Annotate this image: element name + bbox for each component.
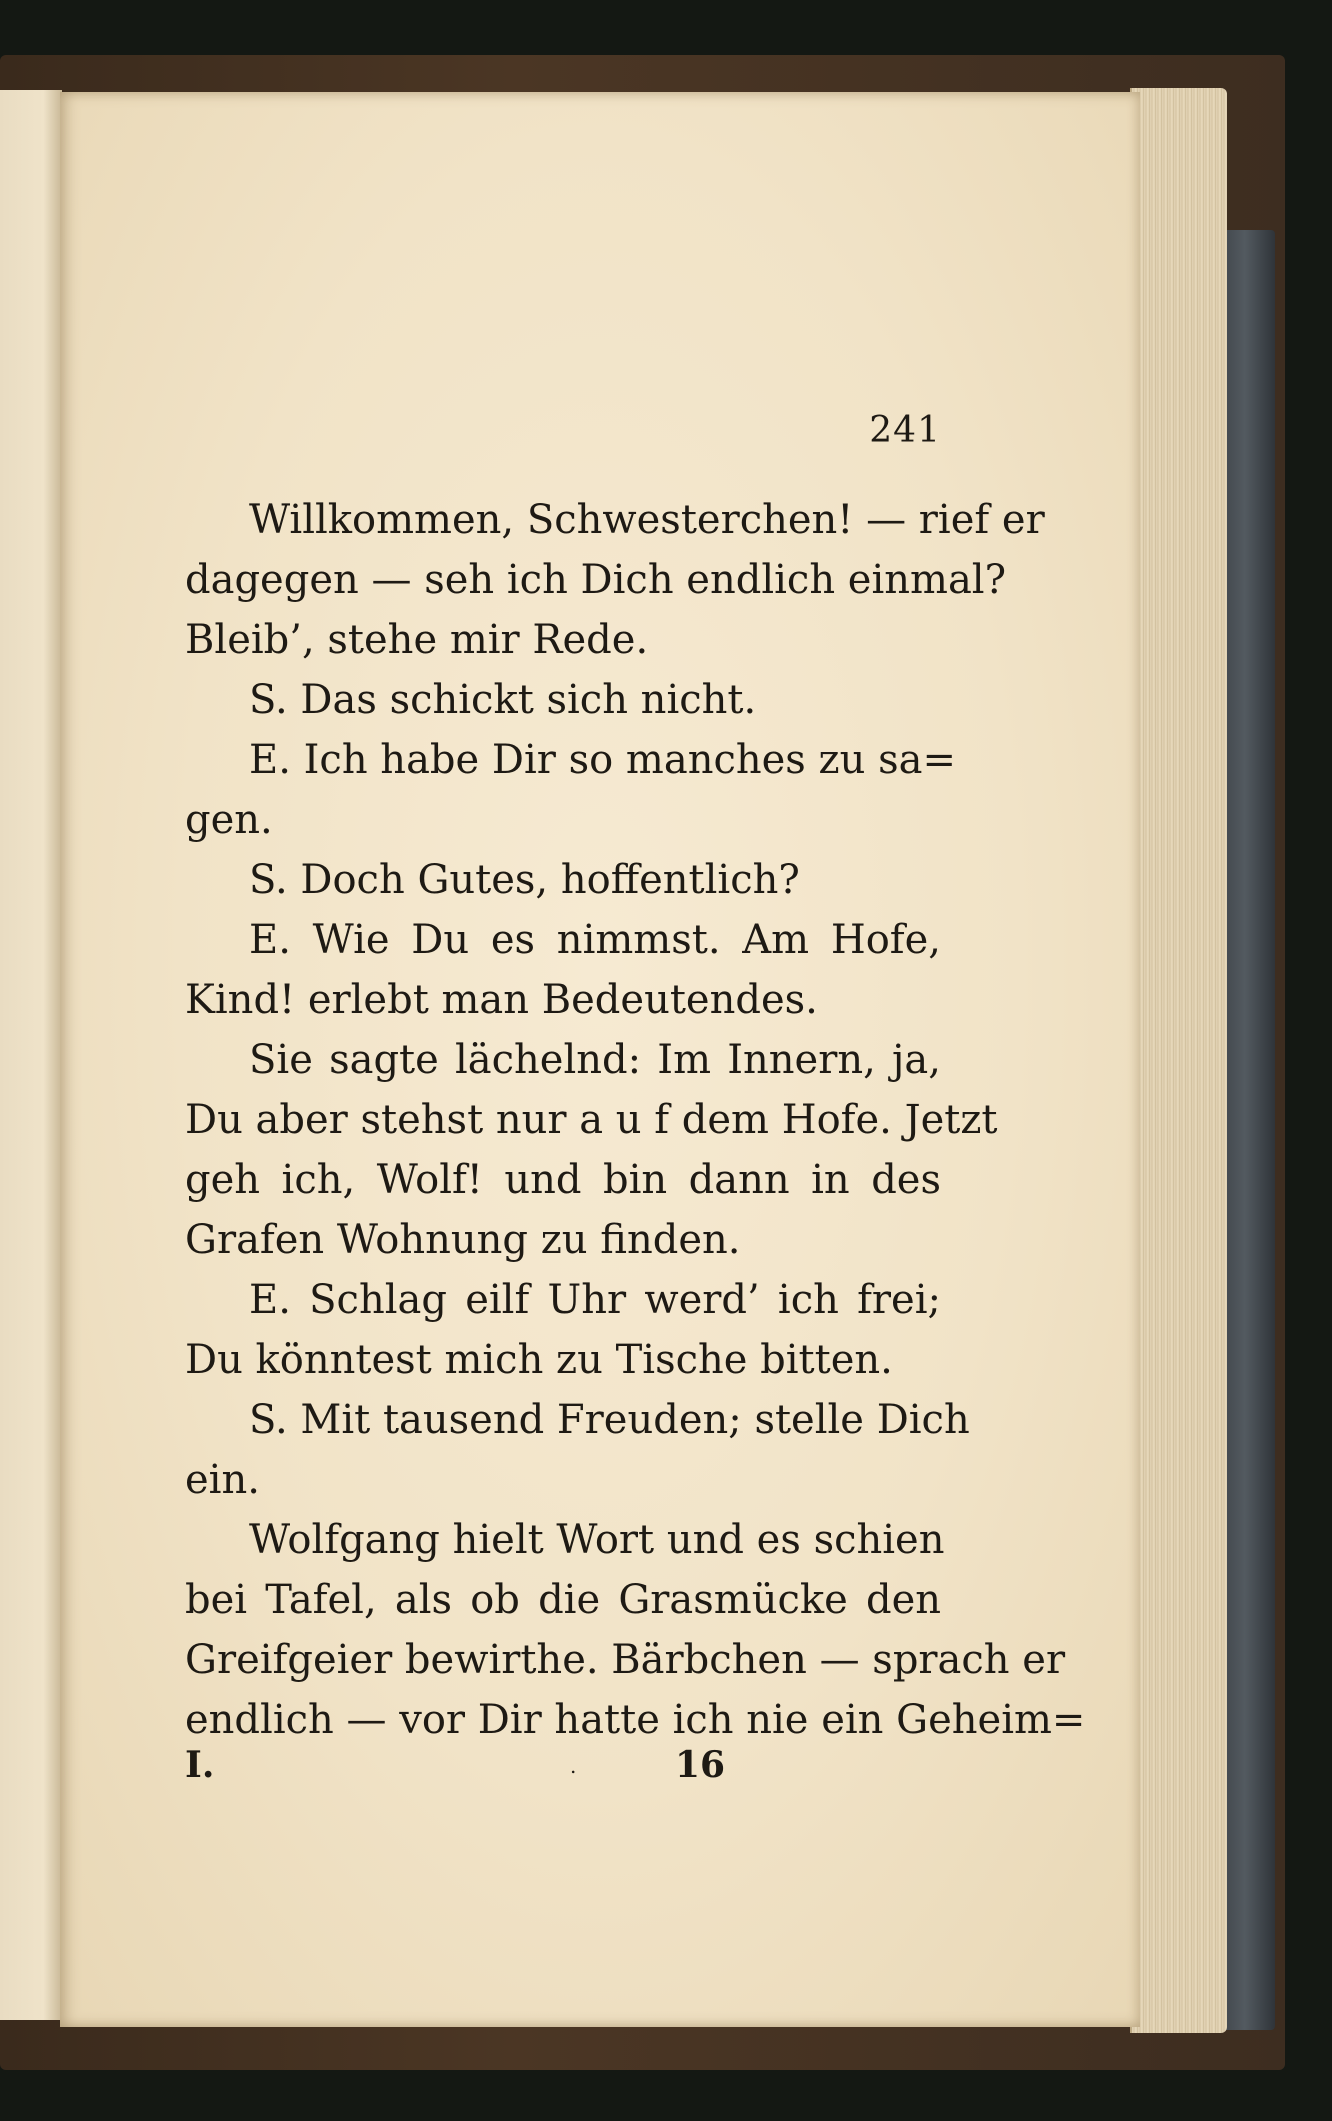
page-number: 241 <box>869 410 941 451</box>
text-line: E. Ich habe Dir so manches zu sa= <box>249 737 956 783</box>
text-line: Kind! erlebt man Bedeutendes. <box>185 977 818 1023</box>
signature-mark: I. <box>185 1744 215 1786</box>
text-line: dagegen — seh ich Dich endlich einmal? <box>185 557 1007 603</box>
previous-page-edge <box>0 90 62 2020</box>
text-line: Du könntest mich zu Tische bitten. <box>185 1337 893 1383</box>
text-line: Willkommen, Schwesterchen! — rief er <box>249 497 1045 543</box>
page-stack-edges <box>1130 88 1227 2033</box>
text-line: E. Schlag eilf Uhr werd’ ich frei; <box>249 1277 941 1323</box>
footer-dot: . <box>570 1754 577 1778</box>
text-line: Greifgeier bewirthe. Bärbchen — sprach er <box>185 1637 1066 1683</box>
text-line: gen. <box>185 797 273 843</box>
text-line: Grafen Wohnung zu finden. <box>185 1217 741 1263</box>
text-line: Wolfgang hielt Wort und es schien <box>249 1517 945 1563</box>
text-line: endlich — vor Dir hatte ich nie ein Geheim= <box>185 1697 1086 1743</box>
text-line: Du aber stehst nur a u f dem Hofe. Jetzt <box>185 1097 998 1143</box>
text-line: E. Wie Du es nimmst. Am Hofe, <box>249 917 941 963</box>
text-line: bei Tafel, als ob die Grasmücke den <box>185 1577 941 1623</box>
text-line: Bleib’, stehe mir Rede. <box>185 617 649 663</box>
text-line: S. Mit tausend Freuden; stelle Dich <box>249 1397 970 1443</box>
text-line: Sie sagte lächelnd: Im Innern, ja, <box>249 1037 941 1083</box>
book-page <box>60 92 1140 2027</box>
text-line: ein. <box>185 1457 260 1503</box>
text-line: S. Doch Gutes, hoffentlich? <box>249 857 800 903</box>
sheet-number: 16 <box>675 1744 726 1786</box>
text-line: S. Das schickt sich nicht. <box>249 677 757 723</box>
text-line: geh ich, Wolf! und bin dann in des <box>185 1157 941 1203</box>
